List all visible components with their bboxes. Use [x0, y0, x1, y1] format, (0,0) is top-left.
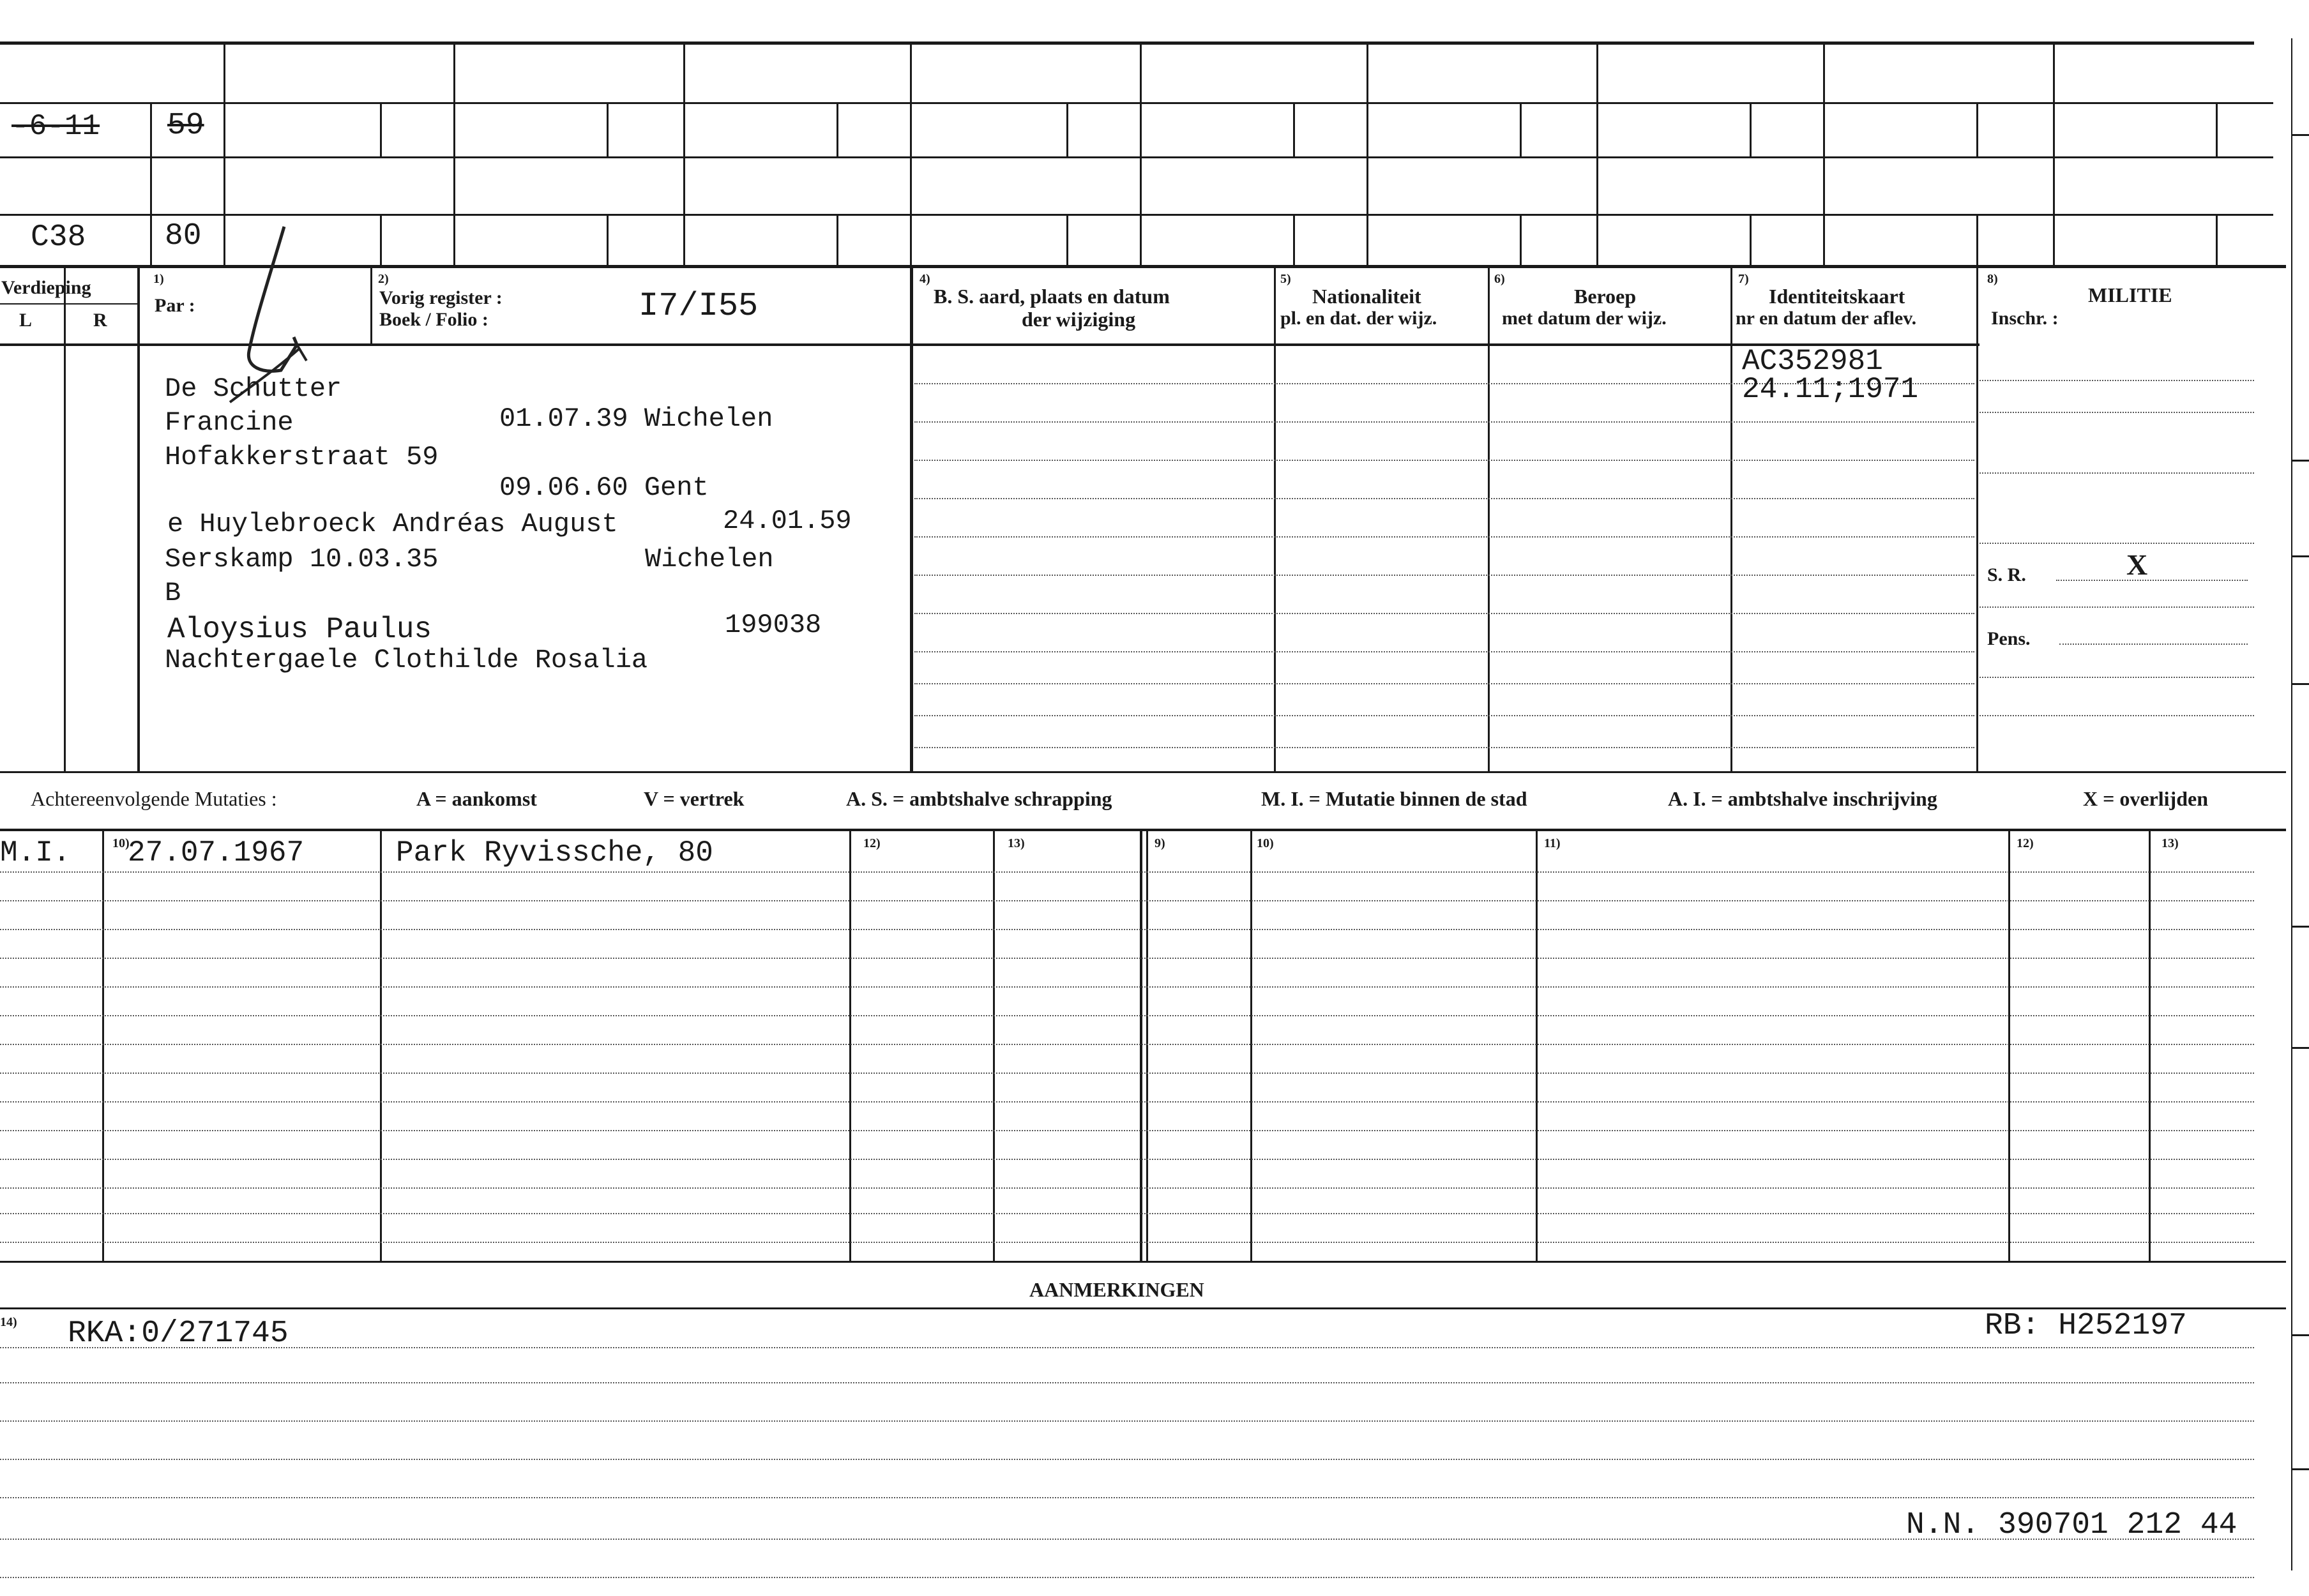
person-line-9: Nachtergaele Clothilde Rosalia: [165, 645, 648, 675]
mut-header-11-right: 11): [1544, 836, 1561, 850]
nat-num: 5): [1280, 272, 1291, 286]
remarks-num: 14): [0, 1315, 17, 1329]
person-line-3: Hofakkerstraat 59: [165, 442, 439, 472]
bs-label-1: B. S. aard, plaats en datum: [934, 285, 1170, 308]
vorig-num: 2): [378, 272, 389, 286]
nationaliteit-label-1: Nationaliteit: [1312, 285, 1421, 308]
l-label: L: [19, 310, 33, 331]
remarks-nn: N.N. 390701 212 44: [1906, 1508, 2237, 1542]
legend-v: V = vertrek: [644, 787, 745, 810]
mut-header-12-left: 12): [863, 836, 881, 850]
beroep-num: 6): [1494, 272, 1505, 286]
mut-header-10-left: 10): [112, 836, 130, 850]
verdieping-label: Verdieping: [1, 277, 91, 298]
sr-value: X: [2126, 548, 2148, 581]
mutation-row1-address: Park Ryvissche, 80: [396, 836, 713, 870]
legend-as: A. S. = ambtshalve schrapping: [846, 787, 1112, 810]
identiteitskaart-label-1: Identiteitskaart: [1769, 285, 1905, 308]
remarks-title: AANMERKINGEN: [1029, 1278, 1204, 1301]
mutation-row1-type: M.I.: [0, 836, 71, 870]
bs-label-2: der wijziging: [1022, 308, 1136, 331]
mut-header-12-right: 12): [2017, 836, 2034, 850]
legend-title: Achtereenvolgende Mutaties :: [31, 787, 277, 810]
top-row1-col2: 59: [167, 109, 204, 143]
vorig-register-label: Vorig register :: [379, 287, 503, 308]
mut-header-13-right: 13): [2161, 836, 2179, 850]
person-line-8b: 199038: [725, 610, 822, 640]
id-num: 7): [1738, 272, 1749, 286]
inschr-label: Inschr. :: [1991, 308, 2059, 329]
legend-mi: M. I. = Mutatie binnen de stad: [1261, 787, 1527, 810]
legend-a: A = aankomst: [416, 787, 537, 810]
militie-label: MILITIE: [2088, 283, 2172, 306]
remarks-rb: RB: H252197: [1985, 1309, 2187, 1343]
person-line-5a: e Huylebroeck Andréas August: [167, 509, 618, 539]
top-row1-col1: -6-11: [11, 110, 100, 143]
bs-num: 4): [920, 272, 930, 286]
sr-label: S. R.: [1987, 564, 2026, 585]
identiteitskaart-label-2: nr en datum der aflev.: [1736, 308, 1917, 329]
top-row2-col2: 80: [165, 219, 202, 253]
person-line-8a: Aloysius Paulus: [167, 613, 432, 646]
id-card-date: 24.11;1971: [1742, 373, 1919, 406]
par-num: 1): [153, 272, 164, 286]
person-line-7: B: [165, 578, 181, 608]
pens-label: Pens.: [1987, 628, 2031, 649]
person-line-2b: 01.07.39 Wichelen: [499, 403, 773, 434]
person-line-4: 09.06.60 Gent: [499, 472, 709, 503]
boek-folio-label: Boek / Folio :: [379, 309, 488, 330]
militie-num: 8): [1987, 272, 1998, 286]
beroep-label-2: met datum der wijz.: [1502, 308, 1667, 329]
person-line-6b: Wichelen: [645, 544, 774, 575]
person-line-2a: Francine: [165, 407, 294, 438]
nationaliteit-label-2: pl. en dat. der wijz.: [1280, 308, 1437, 329]
person-line-6a: Serskamp 10.03.35: [165, 544, 439, 575]
boek-folio-value: I7/I55: [639, 287, 759, 325]
top-row2-col1: C38: [31, 220, 86, 255]
id-card-number: AC352981: [1742, 345, 1883, 378]
par-label: Par :: [155, 295, 195, 316]
legend-x: X = overlijden: [2083, 787, 2208, 810]
legend-ai: A. I. = ambtshalve inschrijving: [1668, 787, 1937, 810]
beroep-label-1: Beroep: [1574, 285, 1637, 308]
mutation-row1-date: 27.07.1967: [128, 836, 305, 870]
mut-header-10-right: 10): [1257, 836, 1274, 850]
r-label: R: [93, 310, 107, 331]
person-line-1: De Schutter: [165, 373, 342, 404]
remarks-rka: RKA:0/271745: [68, 1316, 289, 1351]
person-line-5b: 24.01.59: [723, 506, 852, 536]
mut-header-13-left: 13): [1008, 836, 1025, 850]
mut-header-9-right: 9): [1154, 836, 1165, 850]
